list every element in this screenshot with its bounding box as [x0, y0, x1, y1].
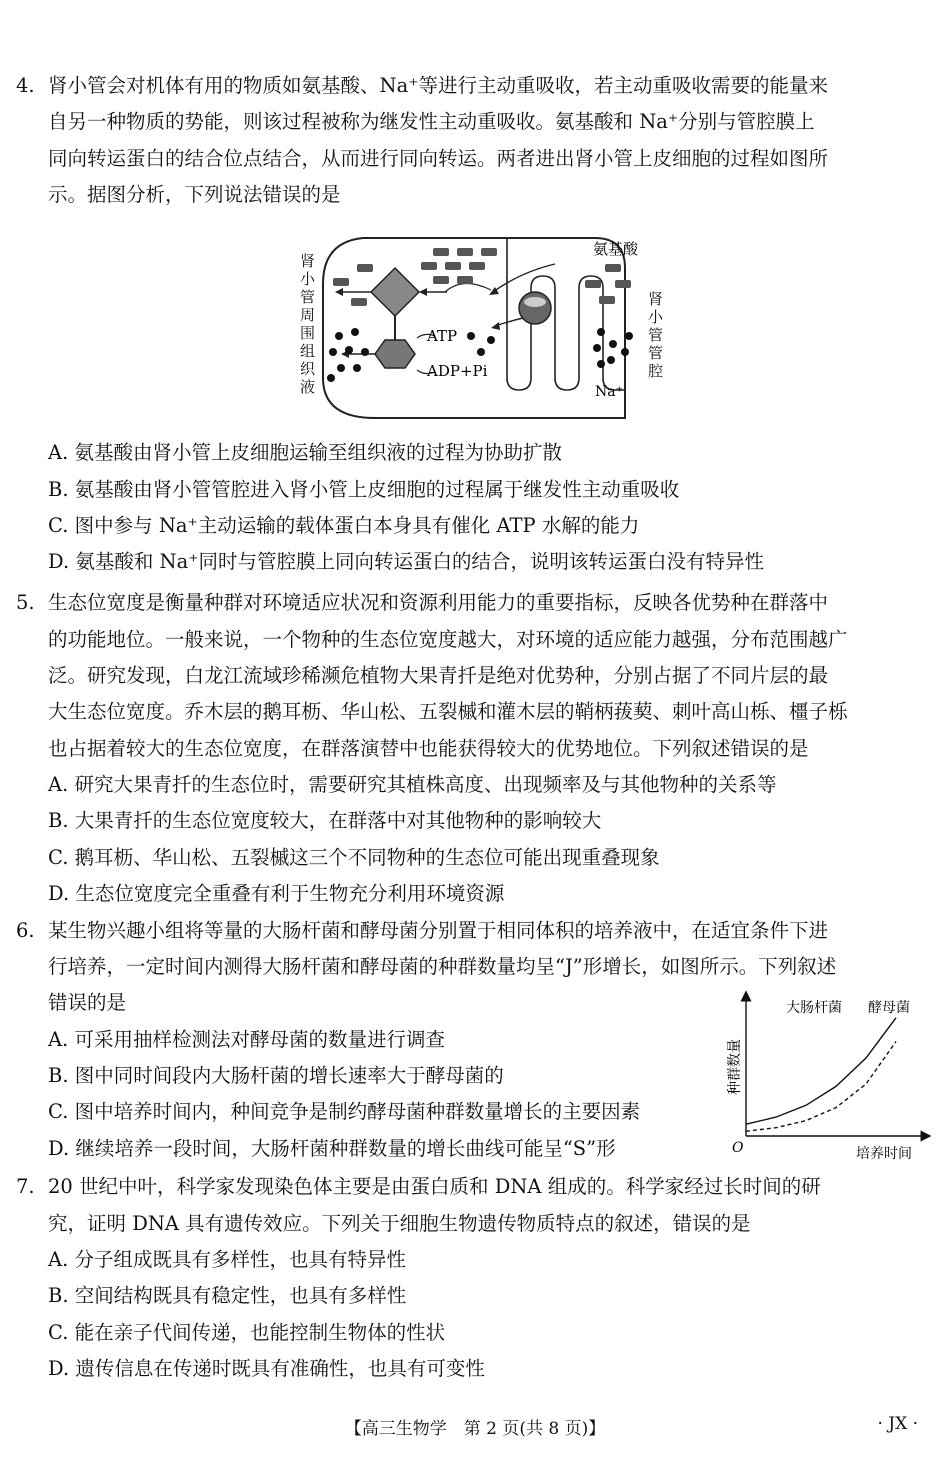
q5-line-4: 大生态位宽度。乔木层的鹅耳枥、华山松、五裂槭和灌木层的鞘柄菝葜、刺叶高山栎、橿子栎 — [48, 700, 848, 723]
q4-option-a: A. 氨基酸由肾小管上皮细胞运输至组织液的过程为协助扩散 — [48, 441, 562, 464]
page-footer: 【高三生物学 第 2 页(共 8 页)】 — [344, 1419, 606, 1439]
origin-label: O — [732, 1140, 744, 1156]
q6-option-c: C. 图中培养时间内，种间竞争是制约酵母菌种群数量增长的主要因素 — [48, 1100, 641, 1123]
figure-label-right: 肾小管管腔 — [648, 290, 664, 380]
q5-line-1: 生态位宽度是衡量种群对环境适应状况和资源利用能力的重要指标，反映各优势种在群落中 — [48, 591, 829, 614]
legend-e-coli: 大肠杆菌 — [786, 1000, 842, 1016]
q5-option-c: C. 鹅耳枥、华山松、五裂槭这三个不同物种的生态位可能出现重叠现象 — [48, 846, 660, 869]
q5-option-d: D. 生态位宽度完全重叠有利于生物充分利用环境资源 — [48, 882, 505, 905]
q4-option-b: B. 氨基酸由肾小管管腔进入肾小管上皮细胞的过程属于继发性主动重吸收 — [48, 478, 680, 501]
na-pump-icon — [375, 340, 415, 368]
q7-line-2: 究，证明 DNA 具有遗传效应。下列关于细胞生物遗传物质特点的叙述，错误的是 — [48, 1212, 751, 1235]
population-growth-chart — [720, 990, 932, 1165]
q6-line-1: 某生物兴趣小组将等量的大肠杆菌和酵母菌分别置于相同体积的培养液中，在适宜条件下进 — [48, 919, 829, 942]
q6-line-2: 行培养，一定时间内测得大肠杆菌和酵母菌的种群数量均呈“J”形增长，如图所示。下列叙述 — [48, 955, 837, 978]
q4-line-1: 肾小管会对机体有用的物质如氨基酸、Na⁺等进行主动重吸收，若主动重吸收需要的能量来 — [48, 74, 828, 97]
q4-option-d: D. 氨基酸和 Na⁺同时与管腔膜上同向转运蛋白的结合，说明该转运蛋白没有特异性 — [48, 550, 765, 573]
q6-line-3: 错误的是 — [48, 991, 127, 1014]
na-label: Na⁺ — [595, 384, 623, 400]
amino-acid-carrier-icon — [371, 268, 419, 316]
q5-option-b: B. 大果青扦的生态位宽度较大，在群落中对其他物种的影响较大 — [48, 809, 602, 832]
q6-option-a: A. 可采用抽样检测法对酵母菌的数量进行调查 — [48, 1028, 445, 1051]
x-axis-label: 培养时间 — [856, 1146, 912, 1162]
atp-label: ATP — [427, 327, 458, 345]
q6-option-d: D. 继续培养一段时间，大肠杆菌种群数量的增长曲线可能呈“S”形 — [48, 1137, 616, 1160]
q4-line-2: 自另一种物质的势能，则该过程被称为继发性主动重吸收。氨基酸和 Na⁺分别与管腔膜上 — [48, 110, 815, 133]
q4-number: 4. — [16, 74, 35, 97]
q4-option-c: C. 图中参与 Na⁺主动运输的载体蛋白本身具有催化 ATP 水解的能力 — [48, 514, 640, 537]
kidney-tubule-figure — [295, 228, 695, 428]
q7-option-a: A. 分子组成既具有多样性，也具有特异性 — [48, 1248, 406, 1271]
cotransporter-icon — [519, 292, 551, 324]
q5-line-5: 也占据着较大的生态位宽度，在群落演替中也能获得较大的优势地位。下列叙述错误的是 — [48, 737, 809, 760]
q6-option-b: B. 图中同时间段内大肠杆菌的增长速率大于酵母菌的 — [48, 1064, 504, 1087]
amino-acid-label: 氨基酸 — [593, 240, 639, 258]
q4-line-3: 同向转运蛋白的结合位点结合，从而进行同向转运。两者进出肾小管上皮细胞的过程如图所 — [48, 147, 829, 170]
q6-number: 6. — [16, 919, 35, 942]
q5-line-2: 的功能地位。一般来说，一个物种的生态位宽度越大，对环境的适应能力越强，分布范围越广 — [48, 628, 848, 651]
series-yeast — [746, 1042, 896, 1132]
q7-number: 7. — [16, 1175, 35, 1198]
q7-line-1: 20 世纪中叶，科学家发现染色体主要是由蛋白质和 DNA 组成的。科学家经过长时间的研 — [48, 1175, 821, 1198]
q5-line-3: 泛。研究发现，白龙江流域珍稀濒危植物大果青扦是绝对优势种，分别占据了不同片层的最 — [48, 664, 829, 687]
figure-label-left: 肾小管周围组织液 — [300, 252, 316, 396]
legend-yeast: 酵母菌 — [868, 1000, 910, 1016]
q7-option-d: D. 遗传信息在传递时既具有准确性，也具有可变性 — [48, 1357, 485, 1380]
q7-option-b: B. 空间结构既具有稳定性，也具有多样性 — [48, 1284, 407, 1307]
q4-line-4: 示。据图分析，下列说法错误的是 — [48, 183, 341, 206]
page-code: · JX · — [877, 1414, 918, 1434]
y-axis-label: 种群数量 — [727, 1039, 743, 1095]
q5-option-a: A. 研究大果青扦的生态位时，需要研究其植株高度、出现频率及与其他物种的关系等 — [48, 773, 777, 796]
q5-number: 5. — [16, 591, 35, 614]
series-e-coli — [746, 1018, 896, 1124]
adp-label: ADP+Pi — [427, 362, 488, 380]
q7-option-c: C. 能在亲子代间传递，也能控制生物体的性状 — [48, 1321, 446, 1344]
